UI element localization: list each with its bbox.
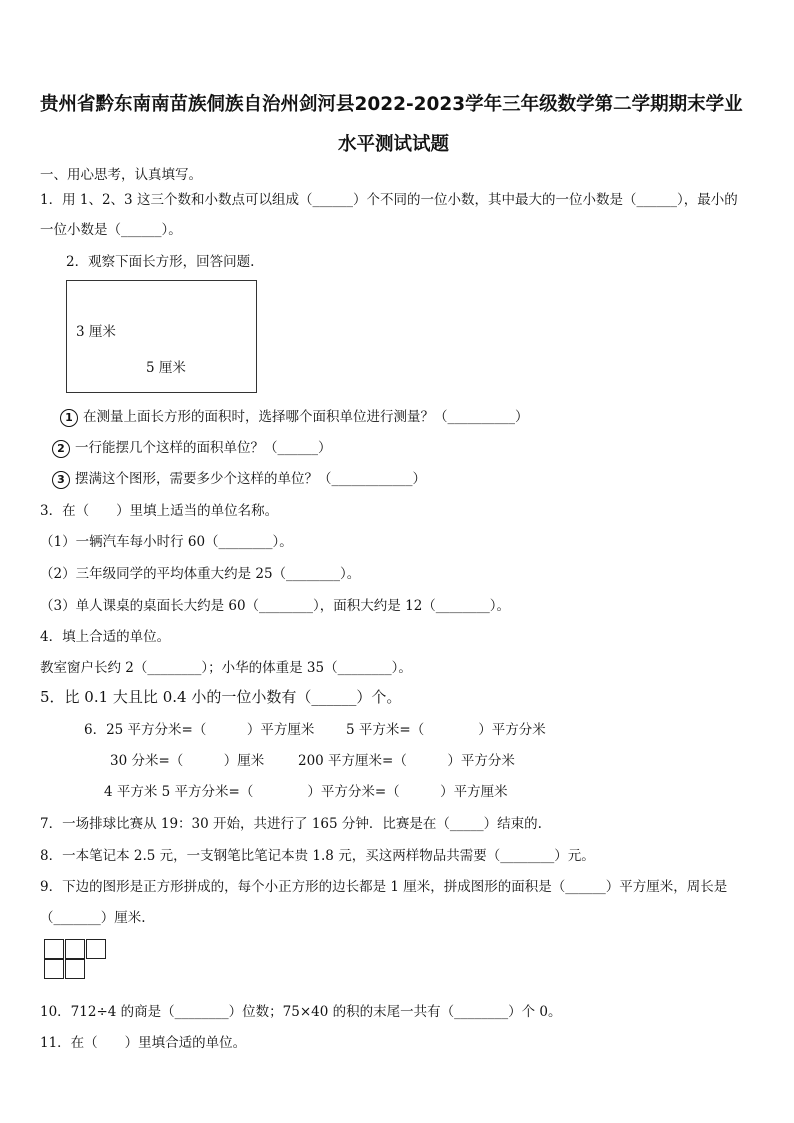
- question-3-part-2: （2）三年级同学的平均体重大约是 25（________）。: [40, 566, 361, 582]
- title-line-2: 水平测试试题: [338, 134, 450, 155]
- question-3-part-1: （1）一辆汽车每小时行 60（________）。: [40, 534, 293, 550]
- question-6-row-1b: 5 平方米=（ ）平方分米: [346, 722, 546, 738]
- question-5: 5．比 0.1 大且比 0.4 小的一位小数有（______）个。: [40, 688, 402, 706]
- grid-square: [44, 959, 64, 979]
- question-2-sub-3: [52, 467, 426, 489]
- circled-number-2: 2: [52, 440, 70, 458]
- grid-square: [65, 939, 85, 959]
- question-3-part-3: （3）单人课桌的桌面长大约是 60（________），面积大约是 12（________）。: [40, 598, 511, 614]
- question-2-sub-2: [52, 436, 332, 458]
- grid-square: [86, 939, 106, 959]
- question-4: 4．填上合适的单位。: [40, 629, 171, 645]
- question-4-line: 教室窗户长约 2（________）；小华的体重是 35（________）。: [40, 660, 412, 676]
- question-1-line-1: 1．用 1、2、3 这三个数和小数点可以组成（______）个不同的一位小数，其中最大的一位小数是（______），最小的: [40, 192, 738, 208]
- question-2: 2．观察下面长方形，回答问题.: [66, 254, 255, 270]
- rectangle-height-label: 3 厘米: [76, 324, 116, 340]
- grid-square: [65, 959, 85, 979]
- sub-question-text: 在测量上面长方形的面积时，选择哪个面积单位进行测量？（__________）: [83, 409, 529, 425]
- circled-number-1: 1: [60, 409, 78, 427]
- rectangle-width-label: 5 厘米: [146, 360, 186, 376]
- question-11: 11．在（ ）里填合适的单位。: [40, 1035, 247, 1051]
- question-6-row-1a: 6．25 平方分米=（ ）平方厘米: [84, 722, 315, 738]
- question-6-row-2b: 200 平方厘米=（ ）平方分米: [298, 753, 515, 769]
- section-heading: 一、用心思考，认真填写。: [40, 167, 202, 183]
- question-7: 7．一场排球比赛从 19：30 开始，共进行了 165 分钟．比赛是在（_____）结束的.: [40, 816, 542, 832]
- question-6-row-3: 4 平方米 5 平方分米=（ ）平方分米=（ ）平方厘米: [104, 784, 508, 800]
- question-3: 3．在（ ）里填上适当的单位名称。: [40, 503, 279, 519]
- sub-question-text: 摆满这个图形，需要多少个这样的单位？（____________）: [75, 471, 426, 487]
- square-grid-figure: [44, 939, 108, 981]
- title-line-1: 贵州省黔东南南苗族侗族自治州剑河县2022-2023学年三年级数学第二学期期末学业: [40, 94, 743, 115]
- grid-square: [44, 939, 64, 959]
- question-9-line-1: 9．下边的图形是正方形拼成的，每个小正方形的边长都是 1 厘米，拼成图形的面积是（______）平方厘米，周长是: [40, 879, 728, 895]
- circled-number-3: 3: [52, 471, 70, 489]
- question-10: 10．712÷4 的商是（________）位数；75×40 的积的末尾一共有（________）个 0。: [40, 1004, 562, 1020]
- sub-question-text: 一行能摆几个这样的面积单位？（______）: [75, 440, 332, 456]
- question-8: 8．一本笔记本 2.5 元，一支钢笔比笔记本贵 1.8 元，买这两样物品共需要（________）元。: [40, 848, 595, 864]
- question-1-line-2: 一位小数是（______）。: [40, 222, 182, 238]
- question-9-line-2: （_______）厘米.: [40, 910, 146, 926]
- question-6-row-2a: 30 分米=（ ）厘米: [110, 753, 265, 769]
- question-2-sub-1: [60, 405, 529, 427]
